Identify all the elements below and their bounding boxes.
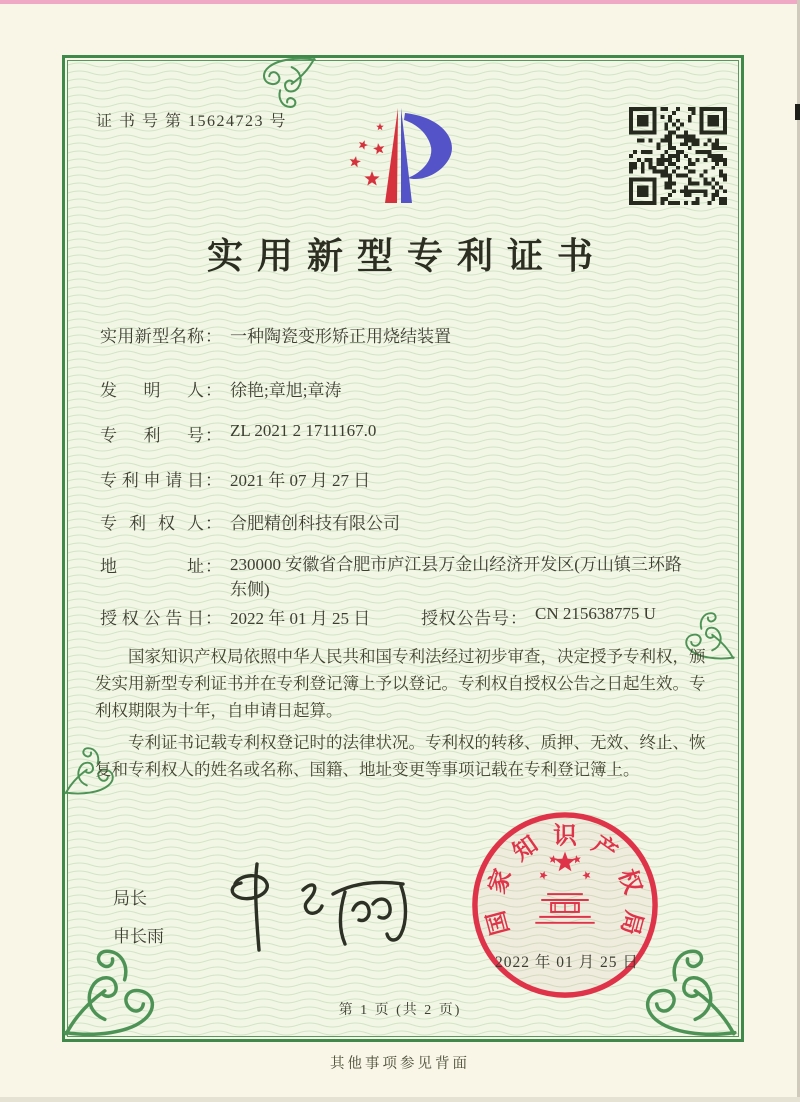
field-row-inventor [100, 376, 341, 401]
field-row-patentee [100, 509, 400, 534]
field-value: 2021 年 07 月 27 日 [230, 471, 371, 490]
field-colon: ： [205, 471, 222, 490]
field-value: CN 215638775 U [535, 604, 656, 623]
field-label: 发明人 [100, 381, 204, 400]
signer-title: 局长 [113, 889, 147, 908]
field-group-grant-number [421, 604, 656, 629]
certificate-number: 证 书 号 第 15624723 号 [96, 113, 288, 130]
field-row-name [100, 322, 451, 347]
field-row-filing-date [100, 466, 370, 491]
field-label: 专利权人 [100, 514, 204, 533]
field-row-grant [100, 604, 656, 629]
svg-text:家: 家 [484, 866, 518, 898]
svg-text:知: 知 [508, 831, 543, 867]
director-signature [205, 853, 440, 965]
field-row-address [100, 552, 698, 602]
svg-text:国: 国 [483, 907, 515, 938]
svg-text:权: 权 [612, 866, 646, 898]
qr-code [629, 107, 727, 205]
field-label: 地址 [100, 557, 204, 576]
field-value: 一种陶瓷变形矫正用烧结装置 [230, 327, 451, 346]
signer-block [113, 884, 164, 960]
field-value: 2022 年 01 月 25 日 [230, 609, 371, 628]
cnipa-logo-icon [327, 104, 477, 216]
svg-text:识: 识 [553, 823, 577, 850]
field-row-patent-number [100, 421, 376, 446]
field-colon: ： [205, 514, 222, 533]
scan-notch [795, 104, 800, 120]
field-colon: ： [205, 381, 222, 400]
svg-text:局: 局 [615, 907, 647, 938]
field-label: 专利申请日 [100, 471, 204, 490]
field-colon: ： [205, 426, 222, 445]
page-number: 第 1 页 (共 2 页) [338, 1003, 462, 1018]
seal-date: 2022 年 01 月 25 日 [495, 954, 639, 971]
legal-text-block [95, 643, 711, 788]
field-value: 230000 安徽省合肥市庐江县万金山经济开发区(万山镇三环路东侧) [230, 555, 682, 599]
field-label: 专利号 [100, 426, 204, 445]
legal-paragraph-1: 国家知识产权局依照中华人民共和国专利法经过初步审查，决定授予专利权，颁发实用新型专利证书并在专利登记簿上予以登记。专利权自授权公告之日起生效。专利权期限为十年，自申请日起算。 [95, 647, 706, 720]
signer-name: 申长雨 [113, 927, 164, 946]
field-label: 实用新型名称 [100, 327, 204, 346]
field-colon: ： [205, 609, 222, 628]
field-colon: ： [510, 609, 527, 628]
field-value: ZL 2021 2 1711167.0 [230, 421, 377, 440]
scan-edge-bottom [0, 1097, 800, 1102]
field-value: 徐艳;章旭;章涛 [230, 381, 342, 400]
field-label: 授权公告号 [421, 609, 509, 628]
field-value: 合肥精创科技有限公司 [230, 514, 400, 533]
svg-text:产: 产 [587, 831, 622, 867]
certificate-title: 实用新型专利证书 [206, 236, 607, 276]
field-label: 授权公告日 [100, 609, 204, 628]
back-side-note: 其他事项参见背面 [330, 1056, 470, 1072]
field-colon: ： [205, 557, 222, 576]
field-colon: ： [205, 327, 222, 346]
legal-paragraph-2: 专利证书记载专利权登记时的法律状况。专利权的转移、质押、无效、终止、恢复和专利权人的姓名或名称、国籍、地址变更等事项记载在专利登记簿上。 [95, 733, 706, 779]
official-seal [466, 806, 664, 1004]
scan-edge-top [0, 0, 800, 4]
